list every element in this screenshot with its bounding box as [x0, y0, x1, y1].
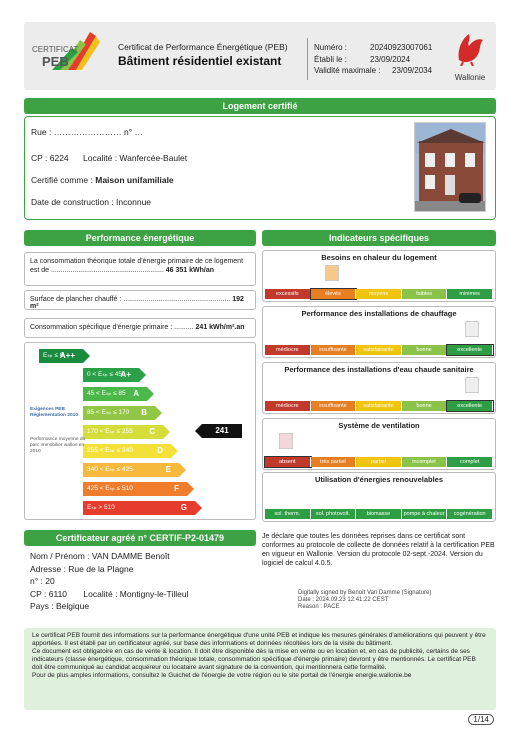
indicator-segment: incomplet	[402, 457, 448, 467]
energy-class-letter: G	[180, 503, 187, 512]
certificate-title: Certificat de Performance Énergétique (PEB)	[118, 42, 288, 52]
logo-word: CERTIFICAT	[32, 45, 79, 54]
consommation-totale	[24, 252, 256, 286]
logo-peb-text: PEB	[42, 54, 69, 69]
certificateur-cp: CP : 6110	[30, 588, 68, 599]
energy-class-letter: A++	[59, 351, 75, 360]
house-heat-icon	[325, 265, 339, 281]
energy-class-a	[83, 387, 147, 401]
indicator-renouvelables	[262, 472, 496, 522]
energy-class-c	[83, 425, 163, 439]
indicator-segment: sol. photovolt.	[311, 509, 357, 519]
indicator-segment: élevés	[311, 289, 357, 299]
surface-chauffee	[24, 290, 256, 310]
energy-class-letter: E	[165, 465, 171, 474]
digital-signature	[298, 590, 431, 611]
energy-class-letter: C	[149, 427, 155, 436]
energy-class-g	[83, 501, 195, 515]
certifie-field	[31, 175, 174, 185]
indicator-title: Performance des installations d'eau chaude sanitaire	[284, 365, 474, 374]
peb-logo	[30, 26, 110, 86]
indicator-segment: très partiel	[311, 457, 357, 467]
indicator-segment: biomasse	[356, 509, 402, 519]
energy-class-range: 85 < Eₛₚ ≤ 170	[87, 409, 130, 416]
energy-marker: 241	[202, 424, 242, 438]
indicator-title: Besoins en chaleur du logement	[321, 253, 437, 262]
indicateurs-title: Indicateurs spécifiques	[262, 230, 496, 246]
note-exigences: Exigences PEB Réglementation 2010	[30, 407, 78, 418]
validite-value: 23/09/2034	[392, 66, 433, 75]
note-performance: Performance moyenne du parc immobilier wallon en 2010	[30, 437, 86, 454]
region-label: Wallonie	[454, 73, 486, 82]
conso-text: La consommation théorique totale d'énergie primaire de ce logement est de ..........................................................	[30, 258, 244, 274]
certifie-label: Certifié comme :	[31, 175, 93, 185]
energy-class-range: 340 < Eₛₚ ≤ 425	[87, 466, 133, 473]
indicator-segment: excellente	[447, 401, 493, 411]
energy-class-range: 45 < Eₛₚ ≤ 85	[87, 390, 126, 397]
indicator-segment: excessifs	[265, 289, 311, 299]
ventilation-icon	[279, 433, 293, 449]
indicator-segment: pompe à chaleur	[402, 509, 448, 519]
indicator-segment: insuffisante	[311, 401, 357, 411]
indicator-segment: partiel	[356, 457, 402, 467]
conso-value: 46 351 kWh/an	[165, 267, 215, 274]
energy-class-b	[83, 406, 155, 420]
signature-date: Date : 2024.09.23 12:41:22 CEST	[298, 597, 389, 603]
indicator-segment: satisfaisante	[356, 345, 402, 355]
declaration-text: Je déclare que toutes les données reprises dans ce certificat sont conformes au protocole de collecte de données relatif à la certification PEB en vigueur en Wallonie. Version du protocole 02-sept.-2024. Version du logiciel de calcul 4.0.5.	[262, 533, 495, 567]
signature-reason: Reason : PACE	[298, 604, 340, 610]
localite-value: Localité : Wanfercée-Baulet	[83, 153, 188, 163]
logement-title: Logement certifié	[24, 98, 496, 114]
wallonie-logo	[448, 30, 492, 82]
energy-class-letter: A	[133, 389, 139, 398]
cp-value: CP : 6224	[31, 153, 69, 163]
energy-class-f	[83, 482, 187, 496]
energy-class-d	[83, 444, 171, 458]
energy-class-letter: B	[141, 408, 147, 417]
info-notice	[24, 628, 496, 710]
notice-paragraph-2: Ce document est obligatoire en cas de vente & location. Il doit être disponible dès la mise en vente ou en location et, en cas de publicité, certains de ses indicateurs (classe énergétique, consommation théorique totale, consommation spécifique d'énergie primaire) devront y être mentionnés. Le certificat PEB doit être communiqué au candidat acquéreur ou locataire avant signature de la convention, qui mentionnera cette formalité.	[32, 648, 476, 671]
certificateur-adresse: Adresse : Rue de la Plagne	[30, 563, 134, 574]
energy-class-aplusplus	[39, 349, 83, 363]
specifique-value: 241 kWh/m².an	[195, 324, 245, 331]
header-divider	[307, 38, 308, 80]
indicator-segment: sol. therm.	[265, 509, 311, 519]
house-photo	[414, 122, 486, 212]
indicator-segment: absent	[265, 457, 311, 467]
indicator-ventilation	[262, 418, 496, 470]
rooster-icon	[453, 30, 487, 66]
surface-text: Surface de plancher chauffé : .......................................................	[30, 296, 231, 303]
energy-class-letter: F	[174, 484, 179, 493]
indicator-segment: bonne	[402, 345, 448, 355]
indicator-title: Utilisation d'énergies renouvelables	[314, 475, 444, 484]
indicator-segment: cogénération	[447, 509, 493, 519]
energy-class-e	[83, 463, 179, 477]
radiator-icon	[465, 321, 479, 337]
indicator-segment: bonne	[402, 401, 448, 411]
rue-field: Rue : …………………… n° …	[31, 127, 144, 137]
indicator-segment: satisfaisante	[356, 401, 402, 411]
indicator-bar	[265, 289, 493, 299]
validite-label: Validité maximale :	[314, 66, 381, 75]
faucet-icon	[465, 377, 479, 393]
indicator-chauffage	[262, 306, 496, 358]
indicator-segment: complet	[447, 457, 493, 467]
indicator-segment: médiocre	[265, 345, 311, 355]
energy-class-range: 255 < Eₛₚ ≤ 340	[87, 447, 133, 454]
energy-class-letter: D	[157, 446, 163, 455]
etabli-label: Établi le :	[314, 54, 347, 64]
surface-value: 192 m²	[30, 296, 244, 310]
certificateur-localite: Localité : Montigny-le-Tilleul	[83, 588, 189, 599]
indicator-segment: médiocre	[265, 401, 311, 411]
numero-value: 20240923007061	[370, 43, 433, 52]
certifie-value: Maison unifamiliale	[95, 175, 174, 185]
page-number: 1/14	[468, 714, 494, 725]
indicator-segment: insuffisante	[311, 345, 357, 355]
performance-title: Performance énergétique	[24, 230, 256, 246]
numero-label: Numéro :	[314, 43, 347, 52]
energy-class-range: 425 < Eₛₚ ≤ 510	[87, 485, 133, 492]
notice-paragraph-3: Pour de plus amples informations, consultez le Guichet de l'énergie de votre région ou le site portail de l'énergie energie.wallonie.be	[32, 672, 412, 679]
indicator-bar	[265, 345, 493, 355]
indicator-segment: moyens	[356, 289, 402, 299]
indicator-bar	[265, 401, 493, 411]
indicator-bar	[265, 509, 493, 519]
certificate-subtitle: Bâtiment résidentiel existant	[118, 54, 282, 68]
certificateur-panel	[24, 548, 256, 620]
certificateur-cp-localite	[30, 588, 250, 601]
cp-field	[31, 153, 187, 163]
certificate-meta	[314, 42, 432, 77]
indicator-segment: faibles	[402, 289, 448, 299]
certificateur-nom: Nom / Prénom : VAN DAMME Benoît	[30, 551, 170, 561]
indicator-besoins	[262, 250, 496, 302]
certificateur-pays: Pays : Belgique	[30, 601, 90, 611]
energy-class-range: Eₛₚ ≤ 0	[43, 352, 64, 359]
indicator-title: Système de ventilation	[338, 421, 420, 430]
energy-class-aplus	[83, 368, 139, 382]
certificateur-title: Certificateur agréé n° CERTIF-P2-01479	[24, 530, 256, 546]
consommation-specifique	[24, 318, 256, 338]
energy-class-range: Eₛₚ > 510	[87, 504, 115, 511]
indicator-segment: minimes	[447, 289, 493, 299]
indicator-bar	[265, 457, 493, 467]
energy-class-range: 170 < Eₛₚ ≤ 255	[87, 428, 133, 435]
indicator-eau	[262, 362, 496, 414]
etabli-value: 23/09/2024	[370, 54, 411, 64]
signature-line: Digitally signed by Benoît Van Damme (Signature)	[298, 590, 432, 596]
date-construction: Date de construction : Inconnue	[31, 197, 152, 207]
notice-paragraph-1: Le certificat PEB fournit des informations sur la performance énergétique d'une unité PEB et indique les mesures générales d'améliorations qui peuvent y être apportées. Il est établi par un certificateur agréé, sur base des informations et données récoltées lors de la visite du bâtiment.	[32, 632, 486, 647]
certificateur-numero: n° : 20	[30, 576, 55, 586]
indicator-title: Performance des installations de chauffage	[301, 309, 457, 318]
specifique-text: Consommation spécifique d'énergie primaire : ..........	[30, 324, 194, 331]
energy-class-letter: A+	[120, 370, 131, 379]
energy-class-range: 0 < Eₛₚ ≤ 45	[87, 371, 122, 378]
indicator-segment: excellente	[447, 345, 493, 355]
